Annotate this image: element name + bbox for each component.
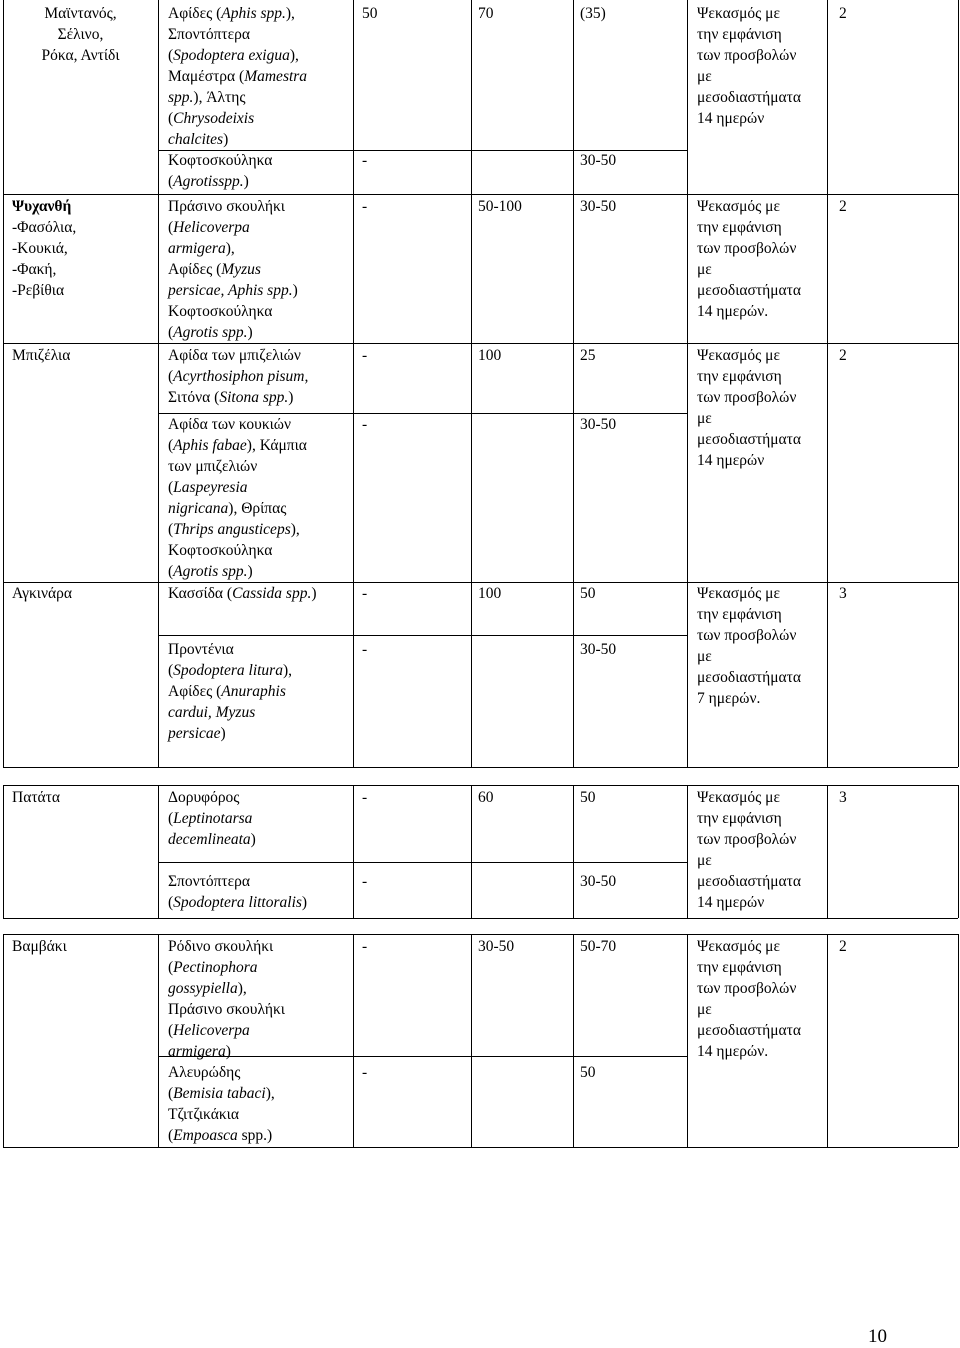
pest-text: Κοφτοσκούληκα xyxy=(168,303,273,320)
method-line: την εμφάνιση xyxy=(697,810,782,827)
table-border xyxy=(3,0,4,767)
pest-text: ( xyxy=(168,437,174,454)
pest-line xyxy=(168,280,298,301)
latin-name: Agrotis spp. xyxy=(173,324,248,341)
method-line: 7 ημερών. xyxy=(697,690,761,707)
max-applications: 2 xyxy=(839,198,847,215)
pest-text: ), Θρίπας xyxy=(228,500,287,517)
crop-name: Αγκινάρα xyxy=(12,585,72,602)
pest-text: ( xyxy=(168,479,174,496)
max-applications: 2 xyxy=(839,347,847,364)
pest-line xyxy=(168,583,317,604)
latin-name: Agrotis spp. xyxy=(173,563,248,580)
pest-line xyxy=(168,345,301,366)
crop-name: -Ρεβίθια xyxy=(12,282,65,299)
dose-value: 30-50 xyxy=(580,152,617,169)
table-border xyxy=(3,785,958,786)
latin-name: spp. xyxy=(168,89,194,106)
latin-name: Chrysodeixis xyxy=(173,110,255,127)
latin-name: Pectinophora xyxy=(173,959,258,976)
method-line: Ψεκασμός με xyxy=(697,938,780,955)
latin-name: Sitona spp. xyxy=(219,389,289,406)
method-line: των προσβολών xyxy=(697,980,797,997)
page-number: 10 xyxy=(868,1326,887,1347)
table-border xyxy=(687,0,688,767)
latin-name: Agrotisspp. xyxy=(173,173,244,190)
pest-line xyxy=(168,787,239,808)
method-line: την εμφάνιση xyxy=(697,959,782,976)
latin-name: Laspeyresia xyxy=(173,479,248,496)
pest-text: ), xyxy=(265,1085,275,1102)
pest-text: ) xyxy=(288,389,294,406)
pest-text: ( xyxy=(168,324,174,341)
method-line: με xyxy=(697,410,712,427)
pest-text: ), Άλτης xyxy=(193,89,246,106)
latin-name: persicae, Aphis spp. xyxy=(168,282,293,299)
method-line: των προσβολών xyxy=(697,831,797,848)
table-border xyxy=(158,1056,687,1057)
method-line: των προσβολών xyxy=(697,47,797,64)
latin-name: gossypiella xyxy=(168,980,238,997)
latin-name: cardui, Myzus xyxy=(168,704,256,721)
pest-text: ) xyxy=(301,894,308,911)
table-border xyxy=(827,934,828,1147)
dose-value: 70 xyxy=(478,5,494,22)
table-border xyxy=(158,635,353,636)
volume-value: 50 xyxy=(580,789,596,806)
table-border xyxy=(958,934,959,1147)
pest-line xyxy=(168,477,248,498)
table-border xyxy=(353,0,354,767)
latin-name: nigricana xyxy=(168,500,229,517)
latin-name: Anuraphis xyxy=(221,683,286,700)
pest-text: Κοφτοσκούληκα xyxy=(168,152,273,169)
pest-text: ( xyxy=(168,1127,174,1144)
max-dose-value: - xyxy=(362,416,368,433)
max-dose-value: - xyxy=(362,873,368,890)
pest-text: Ρόδινο σκουλήκι xyxy=(168,938,274,955)
table-border xyxy=(3,785,4,918)
table-border xyxy=(3,194,958,195)
pest-text: ( xyxy=(168,894,174,911)
pest-text: ) xyxy=(223,131,229,148)
method-line: την εμφάνιση xyxy=(697,219,782,236)
pest-text: ), xyxy=(285,5,295,22)
pest-text: Σποντόπτερα xyxy=(168,873,251,890)
pest-line xyxy=(168,1083,275,1104)
table-border xyxy=(353,934,354,1147)
method-line: μεσοδιαστήματα xyxy=(697,431,801,448)
pest-text: ), xyxy=(225,240,235,257)
latin-name: Mamestra xyxy=(244,68,308,85)
latin-name: persicae xyxy=(168,725,221,742)
pest-text: Αφίδες ( xyxy=(168,5,222,22)
pest-text: ) xyxy=(220,725,226,742)
method-line: με xyxy=(697,648,712,665)
method-line: 14 ημερών xyxy=(697,894,765,911)
pest-text: Τζιτζικάκια xyxy=(168,1106,239,1123)
method-line: 14 ημερών. xyxy=(697,1043,769,1060)
pest-line xyxy=(168,150,272,171)
method-line: με xyxy=(697,68,712,85)
max-applications: 3 xyxy=(839,585,847,602)
method-line: Ψεκασμός με xyxy=(697,789,780,806)
table-border xyxy=(3,1147,958,1148)
table-border xyxy=(827,0,828,767)
table-border xyxy=(158,862,687,863)
pest-text: ), xyxy=(282,662,293,679)
pest-text: ), Κάμπια xyxy=(246,437,307,454)
pest-line xyxy=(168,681,286,702)
crop-name: Μπιζέλια xyxy=(12,347,71,364)
crop-name: -Φασόλια, xyxy=(12,219,77,236)
pest-text: ( xyxy=(168,1085,174,1102)
table-border xyxy=(573,785,574,918)
pest-line xyxy=(168,24,250,45)
table-border xyxy=(353,785,354,918)
pest-line xyxy=(168,1125,272,1146)
latin-name: Spodoptera exigua xyxy=(173,47,290,64)
pest-line xyxy=(168,498,286,519)
pest-line xyxy=(168,259,261,280)
method-line: των προσβολών xyxy=(697,240,797,257)
pest-line xyxy=(168,561,253,582)
pest-text: ( xyxy=(168,110,174,127)
pest-line xyxy=(168,45,299,66)
max-dose-value: - xyxy=(362,347,368,364)
max-applications: 3 xyxy=(839,789,847,806)
pest-text: ), xyxy=(290,521,300,538)
max-dose-value: - xyxy=(362,198,368,215)
pest-line xyxy=(168,892,307,913)
pest-text: ) xyxy=(247,324,253,341)
pest-line xyxy=(168,238,235,259)
pest-line xyxy=(168,540,272,561)
table-border xyxy=(3,934,4,1147)
table-border xyxy=(471,785,472,918)
pest-line xyxy=(168,366,308,387)
pest-text: ) xyxy=(250,831,256,848)
pest-line xyxy=(168,978,247,999)
table-border xyxy=(353,150,687,151)
pest-text: ( xyxy=(168,563,174,580)
pest-line xyxy=(168,129,228,150)
dose-value: 50 xyxy=(580,1064,596,1081)
pest-text: ( xyxy=(168,810,174,827)
dose-value: 30-50 xyxy=(478,938,515,955)
pest-text: ) xyxy=(247,563,253,580)
dose-value: 30-50 xyxy=(580,416,617,433)
method-line: μεσοδιαστήματα xyxy=(697,282,801,299)
table-border xyxy=(158,934,159,1147)
pest-text: ) xyxy=(243,173,249,190)
pest-line xyxy=(168,723,226,744)
pest-line xyxy=(168,217,250,238)
crop-name: Βαμβάκι xyxy=(12,938,67,955)
pest-text: ) xyxy=(225,1043,231,1060)
pest-line xyxy=(168,702,255,723)
pest-text: ( xyxy=(168,47,174,64)
pest-text: Σιτόνα ( xyxy=(168,389,220,406)
pest-text: Αλευρώδης xyxy=(168,1064,241,1081)
pest-text: ), xyxy=(289,47,299,64)
pest-line xyxy=(168,871,250,892)
pest-text: Προντένια xyxy=(168,641,234,658)
method-line: με xyxy=(697,852,712,869)
pest-line xyxy=(168,108,254,129)
pest-line xyxy=(168,1104,239,1125)
method-line: 14 ημερών xyxy=(697,110,765,127)
dose-value: 30-50 xyxy=(580,641,617,658)
method-line: μεσοδιαστήματα xyxy=(697,873,801,890)
pest-text: Σποντόπτερα xyxy=(168,26,251,43)
pest-line xyxy=(168,639,234,660)
crop-name: -Κουκιά, xyxy=(12,240,68,257)
method-line: των προσβολών xyxy=(697,627,797,644)
pest-text: Πράσινο σκουλήκι xyxy=(168,1001,285,1018)
pest-text: ( xyxy=(168,1022,174,1039)
pest-line xyxy=(168,322,253,343)
max-dose-value: - xyxy=(362,585,368,602)
max-dose-value: - xyxy=(362,152,368,169)
volume-value: 30-50 xyxy=(580,198,617,215)
crop-name: Πατάτα xyxy=(12,789,61,806)
method-line: την εμφάνιση xyxy=(697,368,782,385)
pest-line xyxy=(168,301,272,322)
latin-name: armigera xyxy=(168,240,226,257)
pest-text: ( xyxy=(168,219,174,236)
table-border xyxy=(573,0,574,767)
pest-text: ( xyxy=(168,959,174,976)
latin-name: armigera xyxy=(168,1043,226,1060)
table-border xyxy=(3,934,958,935)
method-line: μεσοδιαστήματα xyxy=(697,669,801,686)
max-dose-value: - xyxy=(362,641,368,658)
method-line: Ψεκασμός με xyxy=(697,5,780,22)
pest-text: ), xyxy=(237,980,247,997)
method-line: την εμφάνιση xyxy=(697,606,782,623)
latin-name: Spodoptera littoralis xyxy=(173,894,302,911)
dose-value: 30-50 xyxy=(580,873,617,890)
pest-line xyxy=(168,808,252,829)
latin-name: Leptinotarsa xyxy=(173,810,253,827)
pest-text: Αφίδες ( xyxy=(168,683,222,700)
table-border xyxy=(158,0,159,767)
pest-text: Κασσίδα ( xyxy=(168,585,233,602)
pest-text: ( xyxy=(168,368,174,385)
table-border xyxy=(471,934,472,1147)
volume-value: 50 xyxy=(580,585,596,602)
method-line: των προσβολών xyxy=(697,389,797,406)
table-border xyxy=(3,767,958,768)
table-border xyxy=(158,785,159,918)
table-border xyxy=(573,934,574,1147)
pest-line xyxy=(168,1062,240,1083)
latin-name: Aphis spp. xyxy=(221,5,286,22)
pest-text: των μπιζελιών xyxy=(168,458,258,475)
pest-line xyxy=(168,957,258,978)
table-border xyxy=(687,785,688,918)
volume-value: 25 xyxy=(580,347,596,364)
pest-line xyxy=(168,936,273,957)
dose-value: 60 xyxy=(478,789,494,806)
method-line: με xyxy=(697,261,712,278)
pest-line xyxy=(168,3,295,24)
pest-line xyxy=(168,999,285,1020)
pest-text: spp.) xyxy=(237,1127,273,1144)
method-line: μεσοδιαστήματα xyxy=(697,89,801,106)
method-line: μεσοδιαστήματα xyxy=(697,1022,801,1039)
table-border xyxy=(958,785,959,918)
dose-value: 100 xyxy=(478,585,502,602)
pest-text: ( xyxy=(168,662,174,679)
volume-value: (35) xyxy=(580,5,606,22)
pest-text: Πράσινο σκουλήκι xyxy=(168,198,285,215)
crop-name: Ψυχανθή xyxy=(12,198,72,215)
max-dose-value: - xyxy=(362,789,368,806)
crop-name: Μαϊντανός, xyxy=(44,5,117,22)
method-line: 14 ημερών xyxy=(697,452,765,469)
pest-line xyxy=(168,1020,250,1041)
method-line: Ψεκασμός με xyxy=(697,347,780,364)
pest-line xyxy=(168,414,291,435)
pest-line xyxy=(168,660,292,681)
pest-line xyxy=(168,196,285,217)
pest-text: ) xyxy=(311,585,317,602)
method-line: Ψεκασμός με xyxy=(697,585,780,602)
crop-name: Σέλινο, xyxy=(57,26,104,43)
table-border xyxy=(958,0,959,767)
latin-name: decemlineata xyxy=(168,831,251,848)
max-dose-value: - xyxy=(362,938,368,955)
method-line: Ψεκασμός με xyxy=(697,198,780,215)
pest-text: Αφίδα των κουκιών xyxy=(168,416,292,433)
pest-line xyxy=(168,87,246,108)
crop-name: Ρόκα, Αντίδι xyxy=(41,47,120,64)
pest-line xyxy=(168,171,249,192)
table-border xyxy=(827,785,828,918)
pest-text: ( xyxy=(168,521,174,538)
pest-line xyxy=(168,519,300,540)
latin-name: Helicoverpa xyxy=(173,1022,250,1039)
pest-text: Αφίδες ( xyxy=(168,261,222,278)
latin-name: chalcites xyxy=(168,131,224,148)
pest-text: Αφίδα των μπιζελιών xyxy=(168,347,301,364)
max-applications: 2 xyxy=(839,938,847,955)
latin-name: Aphis fabae xyxy=(173,437,247,454)
pest-text: Μαμέστρα ( xyxy=(168,68,245,85)
latin-name: Empoasca xyxy=(173,1127,238,1144)
latin-name: Spodoptera litura xyxy=(173,662,283,679)
table-border xyxy=(353,635,687,636)
method-line: με xyxy=(697,1001,712,1018)
table-border xyxy=(687,934,688,1147)
volume-value: 50-70 xyxy=(580,938,617,955)
pest-text: ( xyxy=(168,173,174,190)
latin-name: Helicoverpa xyxy=(173,219,250,236)
latin-name: Cassida spp. xyxy=(232,585,312,602)
crop-name: -Φακή, xyxy=(12,261,57,278)
pest-line xyxy=(168,66,307,87)
table-border xyxy=(471,0,472,767)
table-border xyxy=(3,343,958,344)
latin-name: Acyrthosiphon pisum, xyxy=(173,368,309,385)
table-border xyxy=(353,413,687,414)
pest-text: Δορυφόρος xyxy=(168,789,240,806)
latin-name: Thrips angusticeps xyxy=(173,521,291,538)
max-dose-value: - xyxy=(362,1064,368,1081)
max-applications: 2 xyxy=(839,5,847,22)
pest-line xyxy=(168,387,293,408)
method-line: την εμφάνιση xyxy=(697,26,782,43)
pest-line xyxy=(168,456,257,477)
pest-line xyxy=(168,435,307,456)
method-line: 14 ημερών. xyxy=(697,303,769,320)
latin-name: Bemisia tabaci xyxy=(173,1085,266,1102)
table-border xyxy=(3,918,958,919)
pest-text: Κοφτοσκούληκα xyxy=(168,542,273,559)
latin-name: Myzus xyxy=(221,261,261,278)
pest-text: ) xyxy=(292,282,298,299)
pest-line xyxy=(168,829,256,850)
max-dose-value: 50 xyxy=(362,5,378,22)
dose-value: 50-100 xyxy=(478,198,522,215)
dose-value: 100 xyxy=(478,347,502,364)
pest-line xyxy=(168,1041,231,1062)
